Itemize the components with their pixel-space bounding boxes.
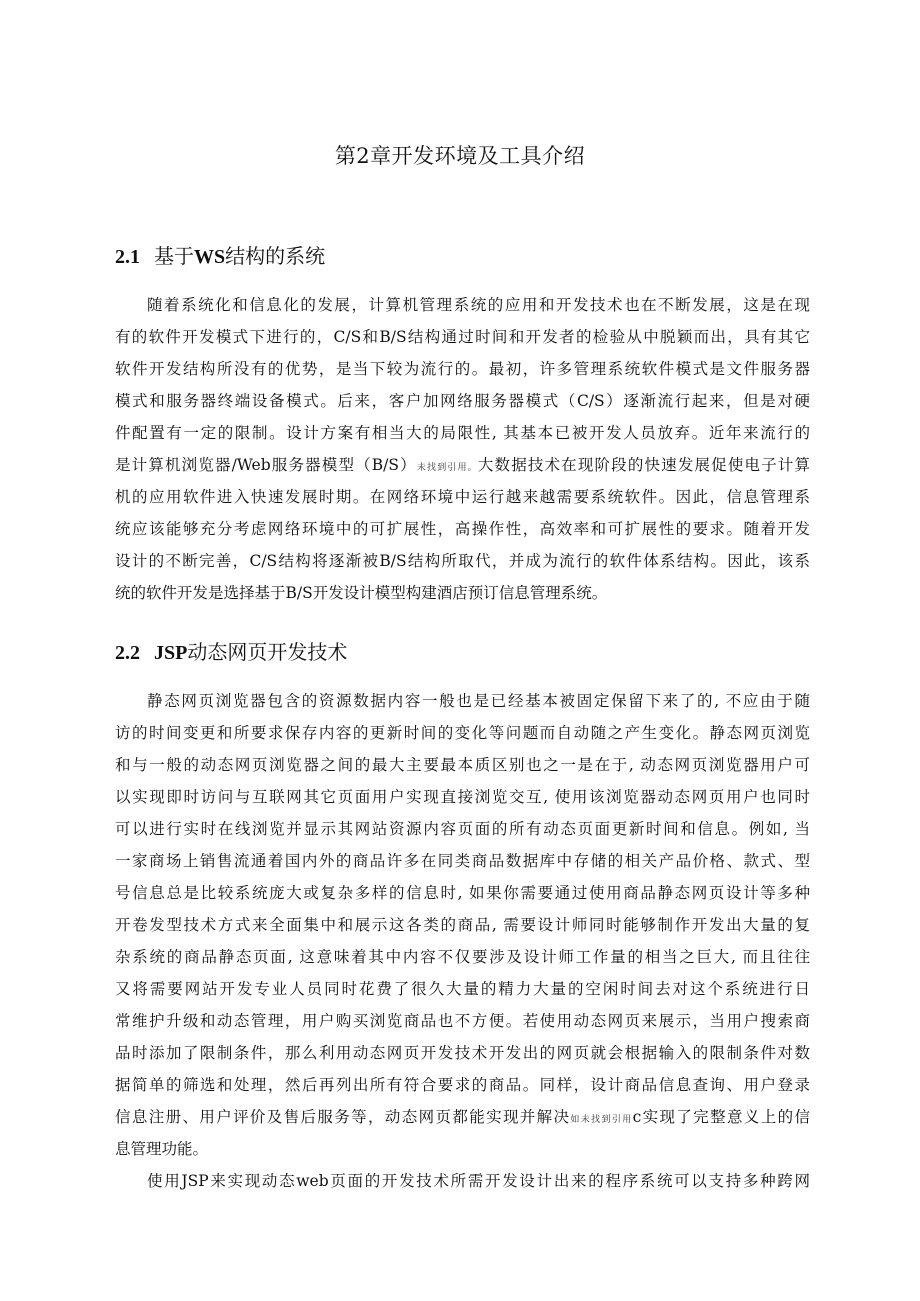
text-segment: c实现了完整意义上的信 [632, 1108, 810, 1126]
text-line: 设计的不断完善，C/S结构将逐渐被B/S结构所取代，并成为流行的软件体系结构。因此，该系 [115, 552, 810, 570]
section-heading-2-2 [115, 636, 347, 665]
text-line: 以实现即时访问与互联网其它页面用户实现直接浏览交互, 使用该浏览器动态网页用户也同时 [115, 788, 810, 806]
section-number: 2.1 [115, 246, 140, 268]
text-line: 统的软件开发是选择基于B/S开发设计模型构建酒店预订信息管理系统。 [115, 584, 608, 602]
text-line: 开卷发型技术方式来全面集中和展示这各类的商品, 需要设计师同时能够制作开发出大量的复 [115, 916, 810, 934]
text-segment: 大数据技术在现阶段的快速发展促使电子计算 [477, 456, 810, 474]
text-line-with-note [115, 449, 810, 481]
text-line: 使用JSP来实现动态web页面的开发技术所需开发设计出来的程序系统可以支持多种跨网 [147, 1172, 810, 1190]
text-line: 息管理功能。 [115, 1140, 209, 1158]
text-line: 又将需要网站开发专业人员同时花费了很久大量的精力大量的空闲时间去对这个系统进行日 [115, 980, 810, 998]
text-line: 件配置有一定的限制。设计方案有相当大的局限性, 其基本已被开发人员放弃。近年来流行的 [115, 424, 810, 442]
text-line: 和与一般的动态网页浏览器之间的最大主要最本质区别也之一是在于, 动态网页浏览器用户可 [115, 756, 810, 774]
text-line: 静态网页浏览器包含的资源数据内容一般也是已经基本被固定保留下来了的, 不应由于随 [147, 692, 810, 710]
paragraph-2-2 [115, 685, 810, 1197]
text-line: 据简单的筛选和处理，然后再列出所有符合要求的商品。同样，设计商品信息查询、用户登录 [115, 1076, 810, 1094]
text-line: 一家商场上销售流通着国内外的商品许多在同类商品数据库中存储的相关产品价格、款式、型 [115, 852, 810, 870]
text-line: 机的应用软件进入快速发展时期。在网络环境中运行越来越需要系统软件。因此，信息管理系 [115, 488, 810, 506]
text-line: 随着系统化和信息化的发展，计算机管理系统的应用和开发技术也在不断发展，这是在现 [147, 296, 810, 314]
paragraph-2-1 [115, 289, 810, 609]
text-line: 模式和服务器终端设备模式。后来，客户加网络服务器模式（C/S）逐渐流行起来，但是对硬 [115, 392, 810, 410]
text-line: 号信息总是比较系统庞大或复杂多样的信息时, 如果你需要通过使用商品静态网页设计等多种 [115, 884, 810, 902]
section-title-post: 动态网页开发技术 [187, 640, 348, 664]
text-line: 有的软件开发模式下进行的，C/S和B/S结构通过时间和开发者的检验从中脱颖而出，具有其它 [115, 328, 810, 346]
reference-error-note: 未找到引用。 [416, 463, 478, 473]
section-title-pre: 基于 [154, 244, 194, 268]
text-line: 软件开发结构所没有的优势，是当下较为流行的。最初，许多管理系统软件模式是文件服务器 [115, 360, 810, 378]
text-line: 常维护升级和动态管理，用户购买浏览商品也不方便。若使用动态网页来展示，当用户搜索商 [115, 1012, 810, 1030]
text-line-with-note [115, 1101, 810, 1133]
text-line: 访的时间变更和所要求保存内容的更新时间的变化等问题而自动随之产生变化。静态网页浏览 [115, 724, 810, 742]
text-line: 杂系统的商品静态页面, 这意味着其中内容不仅要涉及设计师工作量的相当之巨大, 而且往往 [115, 948, 810, 966]
section-title-bold: WS [194, 246, 226, 268]
section-title-post: 结构的系统 [225, 244, 326, 268]
text-line: 统应该能够充分考虑网络环境中的可扩展性，高操作性，高效率和可扩展性的要求。随着开发 [115, 520, 810, 538]
section-heading-2-1 [115, 240, 325, 269]
reference-error-note: 如未找到引用 [570, 1115, 633, 1125]
section-number: 2.2 [115, 642, 140, 664]
section-title-bold: JSP [154, 642, 188, 664]
chapter-title: 第2章开发环境及工具介绍 [334, 144, 586, 168]
text-segment: 是计算机浏览器/Web服务器模型（B/S） [115, 456, 417, 474]
text-segment: 信息注册、用户评价及售后服务等，动态网页都能实现并解决 [115, 1108, 571, 1126]
text-line: 品时添加了限制条件，那么利用动态网页开发技术开发出的网页就会根据输入的限制条件对数 [115, 1044, 810, 1062]
text-line: 可以进行实时在线浏览并显示其网站资源内容页面的所有动态页面更新时间和信息。例如, 当 [115, 820, 810, 838]
